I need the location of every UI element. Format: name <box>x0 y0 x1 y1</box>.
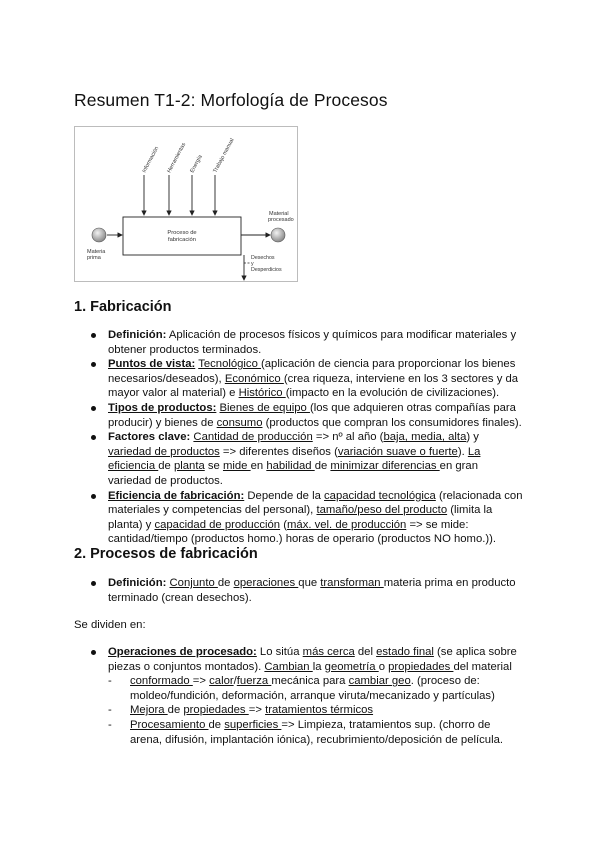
list-item: Operaciones de procesado: Lo sitúa más cerca del estado final (se aplica sobre piezas o conjuntos montados). Cambian la geometría o propiedades del material - conformado => calor/fuerza mecánica para cambiar geo. (proceso de: moldeo/fundición, deformación, arranque viruta/mecanizado y partículas) - Mejora de propiedades => tratamientos térmicos - Procesamiento de superficies => Limpieza, tratamientos sup. (chorro de arena, difusión, implantación iónica), recubrimiento/deposición de película. <box>74 645 524 747</box>
list-item: Definición: Conjunto de operaciones que transforman materia prima en producto terminado (crean desechos). <box>74 576 524 605</box>
list-item: Tipos de productos: Bienes de equipo (los que adquieren otras compañías para producir) y bienes de consumo (productos que compran los consumidores finales). <box>74 401 524 430</box>
sub-list <box>108 674 524 747</box>
output-label-2: procesado <box>268 217 294 223</box>
sub-list-item: - Procesamiento de superficies => Limpieza, tratamientos sup. (chorro de arena, difusión, implantación iónica), recubrimiento/deposición de película. <box>108 718 524 747</box>
process-box <box>123 217 241 255</box>
divide-text: Se dividen en: <box>74 619 146 631</box>
input-label: Energía <box>189 154 204 174</box>
list-item: Definición: Aplicación de procesos físicos y químicos para modificar materiales y obtener productos terminados. <box>74 328 524 357</box>
list-item: Factores clave: Cantidad de producción => nº al año (baja, media, alta) y variedad de productos => diferentes diseños (variación suave o fuerte). La eficiencia de planta se mide en habilidad de minimizar diferencias en gran variedad de productos. <box>74 430 524 488</box>
processed-material-ball <box>271 228 285 242</box>
process-label-2: fabricación <box>167 237 197 243</box>
section-heading-procesos: 2. Procesos de fabricación <box>74 546 258 562</box>
waste-label-1: Desechos <box>251 255 275 261</box>
raw-material-ball <box>92 228 106 242</box>
waste-label-3: Desperdicios <box>251 267 282 273</box>
input-label: Trabajo manual <box>212 137 236 174</box>
process-diagram <box>74 126 298 282</box>
process-diagram-svg <box>85 131 297 281</box>
procesos-definition-list <box>74 576 524 605</box>
output-label-1: Material <box>269 211 289 217</box>
input-label: Información <box>141 145 161 174</box>
waste-label-2: y <box>251 261 254 267</box>
list-item: Eficiencia de fabricación: Depende de la capacidad tecnológica (relacionada con materiales y competencias del personal), tamaño/peso del producto (limita la planta) y capacidad de producción (máx. vel. de producción => se mide: cantidad/tiempo (productos homo.) horas de operario (productos NO homo.)). <box>74 489 524 547</box>
input-label: Herramientas <box>166 141 188 174</box>
sub-list-item: - conformado => calor/fuerza mecánica para cambiar geo. (proceso de: moldeo/fundición, deformación, arranque viruta/mecanizado y partículas) <box>108 674 524 703</box>
procesos-types-list <box>74 645 524 747</box>
fabricacion-list <box>74 328 524 547</box>
sub-list-item: - Mejora de propiedades => tratamientos térmicos <box>108 703 524 718</box>
section-heading-fabricacion: 1. Fabricación <box>74 299 172 315</box>
process-label-1: Proceso de <box>167 230 197 236</box>
page-title: Resumen T1-2: Morfología de Procesos <box>74 90 388 110</box>
raw-material-label-1: Materia <box>87 249 106 255</box>
raw-material-label-2: prima <box>87 255 101 261</box>
list-item: Puntos de vista: Tecnológico (aplicación de ciencia para proporcionar los bienes necesarios/deseados), Económico (crea riqueza, interviene en los 3 sectores y da mayor valor al material) e Histórico (impacto en la evolución de civilizaciones). <box>74 357 524 401</box>
